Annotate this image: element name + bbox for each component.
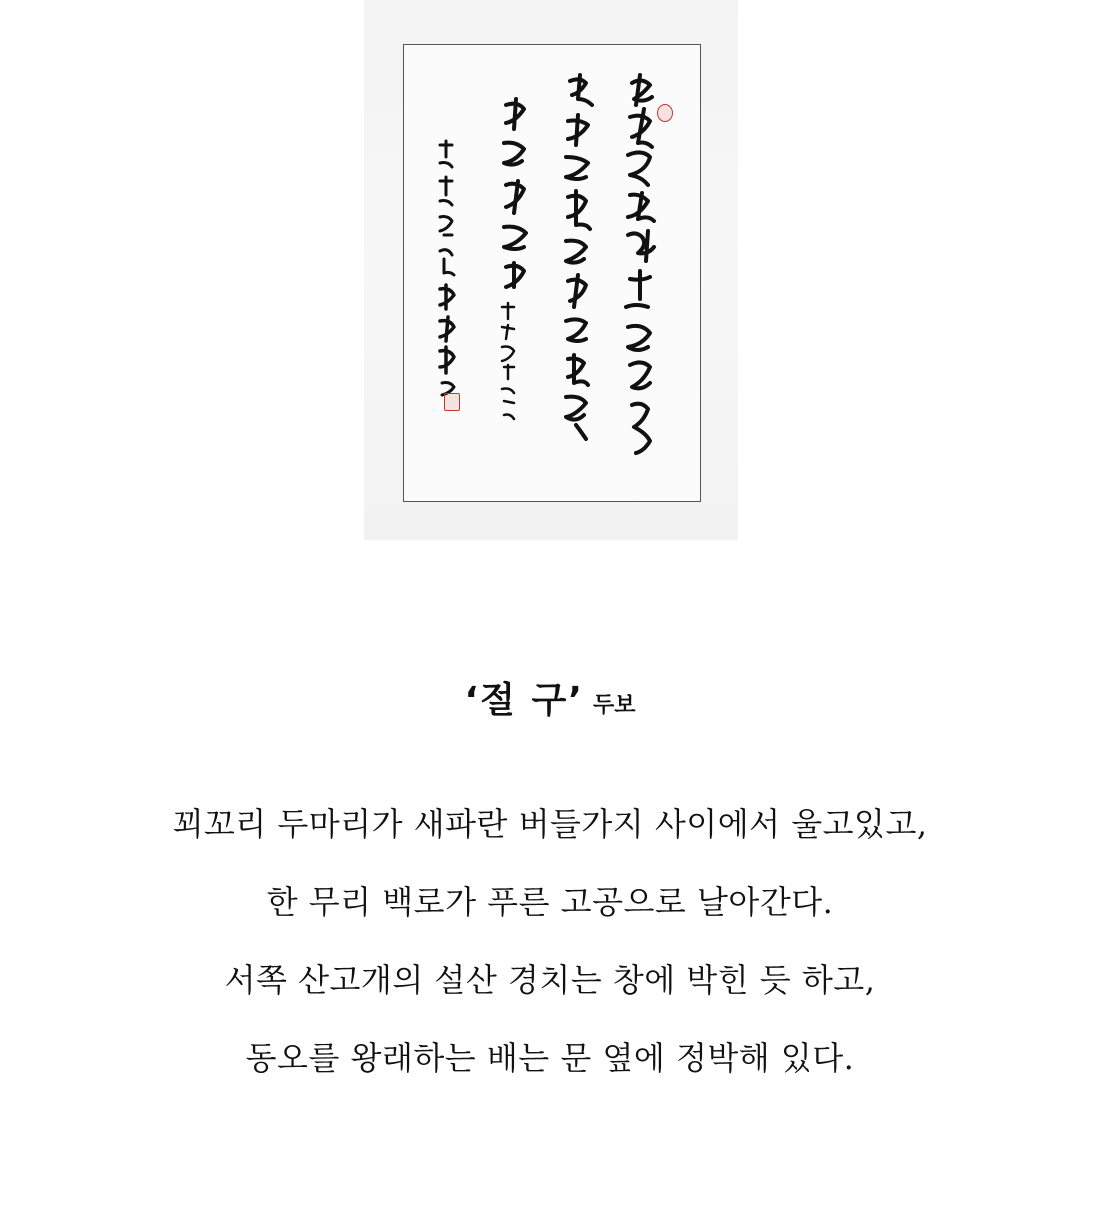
poem-title [0,672,1100,723]
red-seal-bottom-icon [444,393,460,411]
title-main: ‘절 구’ [464,680,584,721]
poem-line: 한 무리 백로가 푸른 고공으로 날아간다. [266,883,834,921]
poem-translation [0,785,1100,1097]
poem-line: 동오를 왕래하는 배는 문 옆에 정박해 있다. [245,1039,855,1077]
calligraphy-frame [403,44,701,502]
calligraphy-strokes [404,45,700,501]
red-seal-top-icon [657,104,673,122]
calligraphy-photo [364,0,738,540]
poem-line: 서쪽 산고개의 설산 경치는 창에 박힌 듯 하고, [224,961,876,999]
title-author: 두보 [593,693,636,718]
poem-line: 꾀꼬리 두마리가 새파란 버들가지 사이에서 울고있고, [172,805,928,843]
